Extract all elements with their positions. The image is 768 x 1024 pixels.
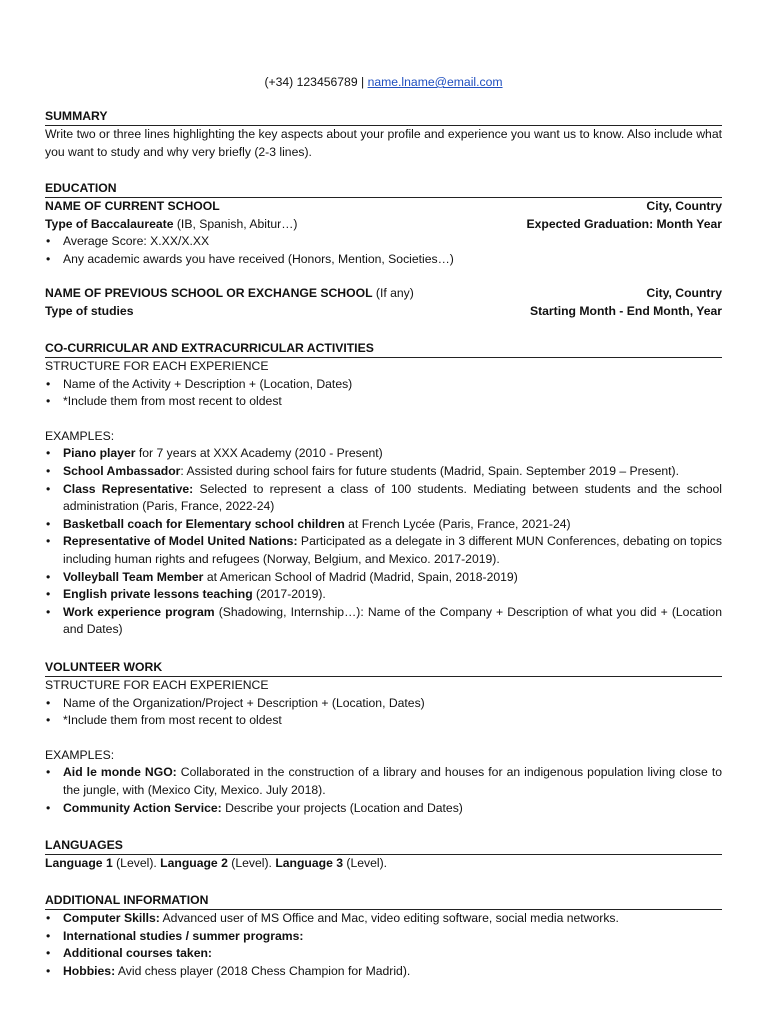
- list-item: [45, 533, 722, 568]
- section-title: EDUCATION: [45, 180, 722, 198]
- previous-school-row: [45, 285, 722, 303]
- languages-line: [45, 855, 722, 873]
- item-text: Describe your projects (Location and Dates): [221, 800, 463, 815]
- structure-label: STRUCTURE FOR EACH EXPERIENCE: [45, 678, 269, 692]
- previous-school-location: City, Country: [646, 286, 722, 301]
- item-title: Volleyball Team Member: [63, 569, 204, 584]
- list-item: [45, 569, 722, 587]
- baccalaureate-type-bold: Type of Baccalaureate: [45, 216, 174, 231]
- studies-type: Type of studies: [45, 303, 134, 318]
- phone-number: (+34) 123456789 |: [264, 75, 365, 89]
- list-item: [45, 481, 722, 516]
- volunteer-examples: [45, 764, 722, 817]
- item-title: Community Action Service:: [63, 800, 222, 815]
- item-title: Basketball coach for Elementary school children: [63, 516, 345, 531]
- list-item: [45, 764, 722, 799]
- structure-label: STRUCTURE FOR EACH EXPERIENCE: [45, 359, 269, 373]
- language-name: Language 2: [160, 856, 228, 870]
- baccalaureate-type-note: (IB, Spanish, Abitur…): [173, 216, 298, 231]
- item-title: English private lessons teaching: [63, 587, 253, 602]
- baccalaureate-type: [45, 216, 297, 234]
- examples-label: EXAMPLES:: [45, 428, 115, 443]
- current-school-name: NAME OF CURRENT SCHOOL: [45, 199, 220, 213]
- language-level: (Level).: [112, 856, 161, 870]
- languages-section: [45, 837, 722, 873]
- expected-graduation: Expected Graduation: Month Year: [526, 216, 722, 231]
- item-text: Selected to represent a class of 100 students. Mediating between students and the school administration (Paris, France, 2022-24): [63, 481, 722, 514]
- structure-bullets: [45, 376, 722, 411]
- list-item: • *Include them from most recent to oldest: [45, 712, 722, 730]
- list-item: [45, 586, 722, 604]
- section-title: LANGUAGES: [45, 837, 722, 855]
- list-item: • Name of the Activity + Description + (Location, Dates): [45, 376, 722, 394]
- item-title: International studies / summer programs:: [63, 928, 304, 943]
- current-school-location: City, Country: [646, 199, 722, 213]
- list-item: • Name of the Organization/Project + Description + (Location, Dates): [45, 695, 722, 713]
- additional-list: [45, 910, 722, 980]
- item-title: Representative of Model United Nations:: [63, 534, 298, 549]
- item-text: at American School of Madrid (Madrid, Spain, 2018-2019): [203, 569, 518, 584]
- language-level: (Level).: [227, 856, 276, 870]
- summary-section: [45, 108, 722, 161]
- list-item: • Any academic awards you have received (Honors, Mention, Societies…): [45, 251, 722, 269]
- item-text: (Shadowing, Internship…): Name of the Company + Description of what you did + (Location and Dates): [63, 604, 722, 637]
- list-item: [45, 445, 722, 463]
- list-item: [45, 604, 722, 639]
- section-title: ADDITIONAL INFORMATION: [45, 892, 722, 910]
- activities-section: [45, 340, 722, 639]
- structure-bullets: [45, 695, 722, 730]
- list-item: [45, 516, 722, 534]
- activity-examples: [45, 445, 722, 639]
- volunteer-section: [45, 659, 722, 817]
- language-name: Language 1: [45, 856, 113, 870]
- item-title: Aid le monde NGO:: [63, 765, 177, 780]
- examples-label: EXAMPLES:: [45, 747, 115, 762]
- section-title: SUMMARY: [45, 108, 722, 126]
- language-level: (Level).: [343, 856, 388, 870]
- additional-section: [45, 892, 722, 980]
- language-name: Language 3: [275, 856, 344, 870]
- list-item: [45, 963, 722, 981]
- previous-school-name: NAME OF PREVIOUS SCHOOL OR EXCHANGE SCHOOL: [45, 286, 373, 301]
- item-text: at French Lycée (Paris, France, 2021-24): [344, 516, 571, 531]
- current-school-bullets: [45, 233, 722, 268]
- baccalaureate-row: [45, 216, 722, 234]
- list-item: [45, 910, 722, 928]
- list-item: [45, 928, 722, 946]
- item-title: Work experience program: [63, 604, 215, 619]
- previous-studies-row: [45, 303, 722, 321]
- list-item: • *Include them from most recent to oldest: [45, 393, 722, 411]
- item-text: Collaborated in the construction of a library and houses for an indigenous population living close to the jungle, with (Mexico City, Mexico. July 2018).: [63, 765, 722, 797]
- studies-dates: Starting Month - End Month, Year: [529, 303, 722, 318]
- item-text: Avid chess player (2018 Chess Champion for Madrid).: [115, 963, 411, 978]
- email-link[interactable]: name.lname@email.com: [367, 75, 503, 89]
- list-item: • Average Score: X.XX/X.XX: [45, 233, 722, 251]
- list-item: [45, 945, 722, 963]
- item-title: Additional courses taken:: [63, 946, 212, 961]
- item-text: : Assisted during school fairs for future students (Madrid, Spain. September 2019 – Present).: [180, 463, 679, 478]
- item-title: Class Representative:: [63, 481, 194, 496]
- section-title: CO-CURRICULAR AND EXTRACURRICULAR ACTIVITIES: [45, 340, 722, 358]
- list-item: [45, 463, 722, 481]
- item-text: (2017-2019).: [252, 587, 326, 602]
- item-text: Participated as a delegate in 3 different MUN Conferences, debating on topics including human rights and refugees (Norway, Belgium, and Mexico. 2017-2019).: [63, 534, 722, 566]
- current-school-row: [45, 198, 722, 216]
- list-item: [45, 800, 722, 818]
- item-title: Hobbies:: [63, 963, 116, 978]
- previous-school: [45, 285, 414, 303]
- section-title: VOLUNTEER WORK: [45, 659, 722, 677]
- item-title: School Ambassador: [63, 463, 181, 478]
- item-text: Advanced user of MS Office and Mac, video editing software, social media networks.: [159, 911, 619, 925]
- summary-text: Write two or three lines highlighting the key aspects about your profile and experience you want us to know. Also include what you want to study and why very briefly (2-3 lines).: [45, 127, 722, 159]
- item-title: Piano player: [63, 446, 136, 461]
- item-title: Computer Skills:: [63, 911, 160, 925]
- education-section: [45, 180, 722, 321]
- previous-school-note: (If any): [372, 286, 414, 301]
- contact-line: [45, 74, 722, 92]
- item-text: for 7 years at XXX Academy (2010 - Present): [135, 446, 383, 461]
